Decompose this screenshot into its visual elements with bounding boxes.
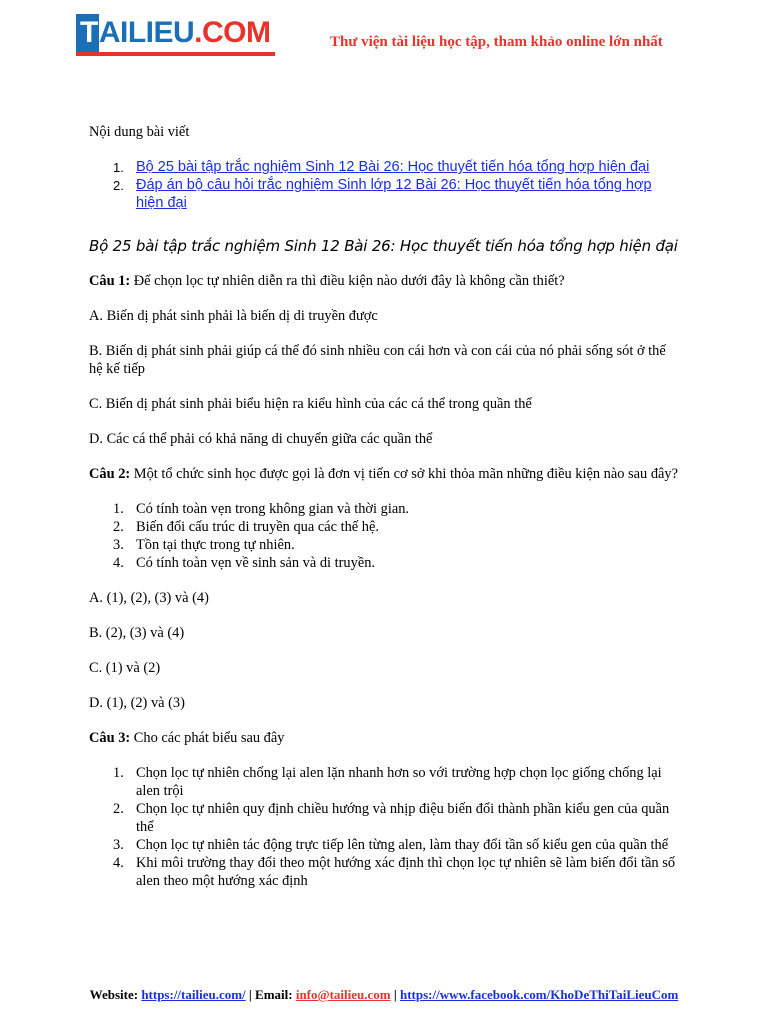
footer-email-link[interactable]: info@tailieu.com — [295, 987, 391, 1002]
toc-title: Nội dung bài viết — [89, 124, 190, 140]
q2-option-a: A. (1), (2), (3) và (4) — [89, 590, 209, 606]
table-of-contents — [89, 158, 681, 212]
q2-option-c: C. (1) và (2) — [89, 660, 161, 676]
document-body — [89, 123, 681, 907]
q1-option-b: B. Biến dị phát sinh phải giúp cá thể đó sinh nhiều con cái hơn và con cái của nó phải sống sót ở thế hệ kế tiếp — [89, 343, 666, 377]
footer-website-label: Website: — [89, 987, 142, 1002]
section-heading: Bộ 25 bài tập trắc nghiệm Sinh 12 Bài 26: Học thuyết tiến hóa tổng hợp hiện đại — [89, 237, 678, 255]
header-tagline: Thư viện tài liệu học tập, tham khảo online lớn nhất — [330, 34, 663, 50]
tailieu-logo[interactable] — [76, 14, 275, 52]
q1-option-a: A. Biến dị phát sinh phải là biến dị di truyền được — [89, 308, 378, 324]
q3-statements — [89, 764, 681, 890]
list-item: 3. Chọn lọc tự nhiên tác động trực tiếp lên từng alen, làm thay đổi tần số kiểu gen của quần thể — [113, 837, 669, 853]
logo-text: AILIEU.COM — [99, 14, 275, 52]
question-3: Câu 3: Cho các phát biểu sau đây — [89, 730, 285, 746]
list-item: 2. Chọn lọc tự nhiên quy định chiều hướng và nhịp điệu biến đổi thành phần kiểu gen của quần thể — [113, 801, 670, 835]
list-item: 3. Tồn tại thực trong tự nhiên. — [113, 537, 295, 553]
page-footer — [0, 987, 768, 1003]
toc-item: 2. Đáp án bộ câu hỏi trắc nghiệm Sinh lớp 12 Bài 26: Học thuyết tiến hóa tổng hợp hiện đại — [113, 177, 652, 211]
logo-underline — [76, 52, 275, 56]
q2-conditions — [89, 500, 681, 572]
footer-website-link[interactable]: https://tailieu.com/ — [141, 987, 246, 1002]
footer-facebook-link[interactable]: https://www.facebook.com/KhoDeThiTaiLieuCom — [400, 987, 679, 1002]
list-item: 4. Khi môi trường thay đổi theo một hướng xác định thì chọn lọc tự nhiên sẽ làm biến đổi tần số alen theo một hướng xác định — [113, 855, 676, 889]
toc-link-1[interactable]: Bộ 25 bài tập trắc nghiệm Sinh 12 Bài 26: Học thuyết tiến hóa tổng hợp hiện đại — [136, 159, 650, 175]
toc-link-2[interactable]: Đáp án bộ câu hỏi trắc nghiệm Sinh lớp 12 Bài 26: Học thuyết tiến hóa tổng hợp hiện đại — [136, 177, 652, 211]
toc-item: 1. Bộ 25 bài tập trắc nghiệm Sinh 12 Bài 26: Học thuyết tiến hóa tổng hợp hiện đại — [113, 159, 650, 175]
list-item: 1. Có tính toàn vẹn trong không gian và thời gian. — [113, 501, 410, 517]
q1-option-c: C. Biến dị phát sinh phải biểu hiện ra kiểu hình của các cá thể trong quần thể — [89, 396, 532, 412]
logo-letter: T — [76, 14, 99, 52]
q2-option-d: D. (1), (2) và (3) — [89, 695, 185, 711]
q2-option-b: B. (2), (3) và (4) — [89, 625, 185, 641]
question-1: Câu 1: Để chọn lọc tự nhiên diễn ra thì điều kiện nào dưới đây là không cần thiết? — [89, 273, 565, 289]
list-item: 1. Chọn lọc tự nhiên chống lại alen lặn nhanh hơn so với trường hợp chọn lọc giống chống lại alen trội — [113, 765, 662, 799]
question-2: Câu 2: Một tổ chức sinh học được gọi là đơn vị tiến cơ sở khi thỏa mãn những điều kiện nào sau đây? — [89, 466, 679, 482]
list-item: 2. Biến đổi cấu trúc di truyền qua các thế hệ. — [113, 519, 379, 535]
footer-separator: | Email: — [245, 987, 296, 1002]
q1-option-d: D. Các cá thể phải có khả năng di chuyển giữa các quần thể — [89, 431, 433, 447]
list-item: 4. Có tính toàn vẹn về sinh sản và di truyền. — [113, 555, 376, 571]
footer-separator: | — [390, 987, 400, 1002]
